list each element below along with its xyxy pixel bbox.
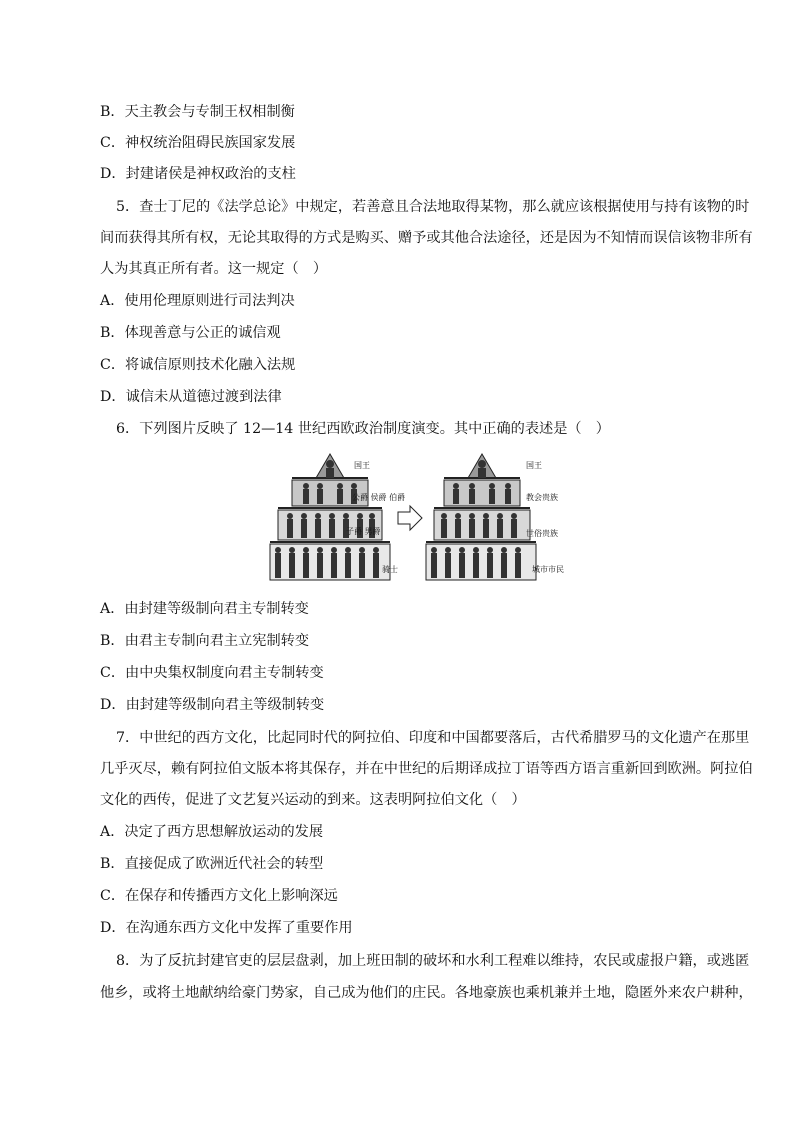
- q5-option-a: A．使用伦理原则进行司法判决: [100, 293, 295, 309]
- q5-stem-line-1: 5．查士丁尼的《法学总论》中规定，若善意且合法地取得某物，那么就应该根据使用与持有该物的时: [116, 199, 750, 215]
- left-label-dukes: 公爵 侯爵 伯爵: [352, 493, 406, 502]
- left-label-knights: 骑士: [382, 565, 398, 574]
- left-label-viscounts: 子爵 男爵: [346, 527, 381, 536]
- q8-stem-line-1: 8．为了反抗封建官吏的层层盘剥，加上班田制的破坏和水利工程难以维持，农民或虚报户籍，或逃匿: [116, 953, 750, 969]
- q5-stem-line-2: 间而获得其所有权，无论其取得的方式是购买、赠予或其他合法途径，还是因为不知情而误信该物非所有: [100, 230, 753, 246]
- q5-option-b: B．体现善意与公正的诚信观: [100, 325, 281, 341]
- q6-option-a: A．由封建等级制向君主专制转变: [100, 601, 309, 617]
- right-label-king: 国王: [526, 461, 542, 470]
- q4-option-b: B．天主教会与专制王权相制衡: [100, 104, 295, 120]
- q7-stem-line-2: 几乎灭尽，赖有阿拉伯文版本将其保存，并在中世纪的后期译成拉丁语等西方语言重新回到欧洲。阿拉伯: [100, 761, 753, 777]
- q7-stem-line-3: 文化的西传，促进了文艺复兴运动的到来。这表明阿拉伯文化（ ）: [100, 792, 526, 808]
- q6-option-b: B．由君主专制向君主立宪制转变: [100, 633, 310, 649]
- political-pyramid-figure: [258, 448, 578, 584]
- q5-option-d: D．诚信未从道德过渡到法律: [100, 389, 282, 405]
- left-label-king: 国王: [354, 461, 370, 470]
- q7-option-b: B．直接促成了欧洲近代社会的转型: [100, 856, 324, 872]
- q7-option-c: C．在保存和传播西方文化上影响深远: [100, 888, 338, 904]
- q4-option-c: C．神权统治阻碍民族国家发展: [100, 135, 296, 151]
- q7-stem-line-1: 7．中世纪的西方文化，比起同时代的阿拉伯、印度和中国都要落后，古代希腊罗马的文化遗产在那里: [116, 730, 750, 746]
- q6-option-c: C．由中央集权制度向君主专制转变: [100, 665, 324, 681]
- right-arrow-icon: [398, 506, 422, 530]
- q5-option-c: C．将诚信原则技术化融入法规: [100, 357, 296, 373]
- q5-stem-line-3: 人为其真正所有者。这一规定（ ）: [100, 261, 328, 277]
- right-label-secular-nobles: 世俗贵族: [526, 529, 558, 538]
- q6-option-d: D．由封建等级制向君主等级制转变: [100, 697, 325, 713]
- q8-stem-line-2: 他乡，或将土地献纳给豪门势家，自己成为他们的庄民。各地豪族也乘机兼并土地，隐匿外来农户耕种，: [100, 985, 753, 1001]
- q7-option-d: D．在沟通东西方文化中发挥了重要作用: [100, 920, 353, 936]
- q6-stem: 6．下列图片反映了 12—14 世纪西欧政治制度演变。其中正确的表述是（ ）: [116, 421, 610, 437]
- right-label-citizens: 城市市民: [532, 565, 564, 574]
- right-label-clergy: 教会贵族: [526, 493, 558, 502]
- q4-option-d: D．封建诸侯是神权政治的支柱: [100, 166, 296, 182]
- q7-option-a: A．决定了西方思想解放运动的发展: [100, 824, 324, 840]
